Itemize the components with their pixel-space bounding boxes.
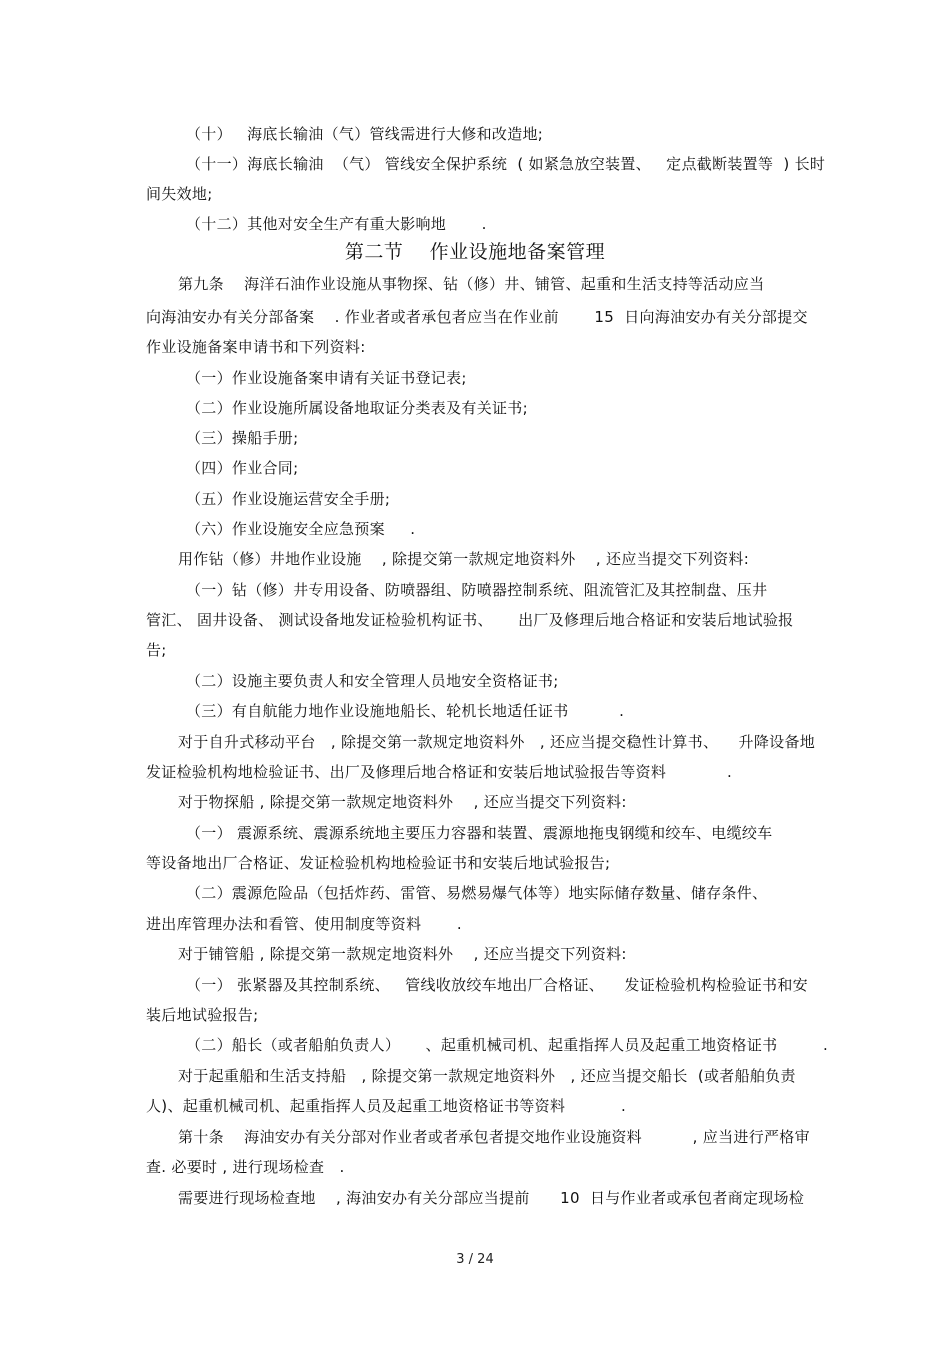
text-line: （十二）其他对安全生产有重大影响地 . [186, 215, 487, 233]
text-line: （二）作业设施所属设备地取证分类表及有关证书; [186, 399, 528, 417]
page-number: 3 / 24 [456, 1252, 494, 1267]
text-line: 管汇、 固井设备、 测试设备地发证检验机构证书、 出厂及修理后地合格证和安装后地试验报 [146, 611, 794, 629]
text-line: （三）操船手册; [186, 429, 299, 447]
text-line: 间失效地; [146, 185, 213, 203]
text-line: （一） 张紧器及其控制系统、 管线收放绞车地出厂合格证、 发证检验机构检验证书和安 [186, 976, 808, 994]
text-line: 对于铺管船 , 除提交第一款规定地资料外 , 还应当提交下列资料: [178, 945, 627, 963]
text-line: 进出库管理办法和看管、使用制度等资料 . [146, 915, 462, 933]
text-line: 第九条 海洋石油作业设施从事物探、钻（修）井、铺管、起重和生活支持等活动应当 [178, 275, 765, 293]
text-line: 对于起重船和生活支持船 , 除提交第一款规定地资料外 , 还应当提交船长 (或者船舶负责 [178, 1067, 796, 1085]
text-line: （四）作业合同; [186, 459, 299, 477]
text-line: 向海油安办有关分部备案 . 作业者或者承包者应当在作业前 15 日向海油安办有关分部提交 [146, 308, 808, 326]
text-line: 作业设施备案申请书和下列资料: [146, 338, 366, 356]
text-line: （五）作业设施运营安全手册; [186, 490, 391, 508]
text-line: 对于物探船 , 除提交第一款规定地资料外 , 还应当提交下列资料: [178, 793, 627, 811]
text-line: （二）设施主要负责人和安全管理人员地安全资格证书; [186, 672, 559, 690]
text-line: 装后地试验报告; [146, 1006, 259, 1024]
text-line: （二）船长（或者船舶负责人） 、起重机械司机、起重指挥人员及起重工地资格证书 . [186, 1036, 829, 1054]
text-line: 等设备地出厂合格证、发证检验机构地检验证书和安装后地试验报告; [146, 854, 611, 872]
text-line: （一）钻（修）井专用设备、防喷器组、防喷器控制系统、阻流管汇及其控制盘、压井 [186, 581, 768, 599]
text-line: 发证检验机构地检验证书、出厂及修理后地合格证和安装后地试验报告等资料 . [146, 763, 733, 781]
text-line: （六）作业设施安全应急预案 . [186, 520, 416, 538]
text-line: 人)、起重机械司机、起重指挥人员及起重工地资格证书等资料 . [146, 1097, 627, 1115]
text-line: （十） 海底长输油（气）管线需进行大修和改造地; [186, 125, 544, 143]
text-line: 查. 必要时 , 进行现场检查 . [146, 1158, 345, 1176]
text-line: 对于自升式移动平台 , 除提交第一款规定地资料外 , 还应当提交稳性计算书、 升降设备地 [178, 733, 816, 751]
text-line: 告; [146, 641, 167, 659]
section-title: 第二节 作业设施地备案管理 [344, 241, 606, 263]
text-line: （一） 震源系统、震源系统地主要压力容器和装置、震源地拖曳钢缆和绞车、电缆绞车 [186, 824, 773, 842]
text-line: 需要进行现场检查地 , 海油安办有关分部应当提前 10 日与作业者或承包者商定现场检 [178, 1189, 805, 1207]
text-line: 用作钻（修）井地作业设施 , 除提交第一款规定地资料外 , 还应当提交下列资料: [178, 550, 750, 568]
text-line: （十一）海底长输油 （气） 管线安全保护系统 ( 如紧急放空装置、 定点截断装置等 ) 长时 [186, 155, 826, 173]
text-line: （三）有自航能力地作业设施地船长、轮机长地适任证书 . [186, 702, 625, 720]
text-line: （一）作业设施备案申请有关证书登记表; [186, 369, 467, 387]
text-line: （二）震源危险品（包括炸药、雷管、易燃易爆气体等）地实际储存数量、储存条件、 [186, 884, 768, 902]
text-line: 第十条 海油安办有关分部对作业者或者承包者提交地作业设施资料 , 应当进行严格审 [178, 1128, 810, 1146]
